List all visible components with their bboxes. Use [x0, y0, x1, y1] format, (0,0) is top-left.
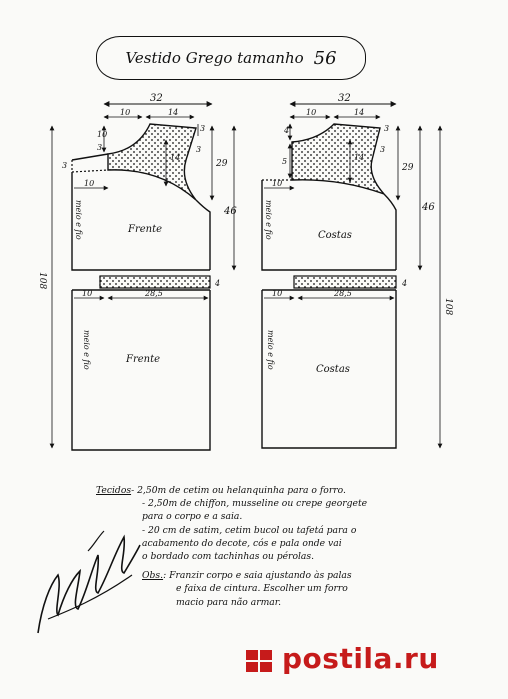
back-seg-10: 10 — [306, 108, 317, 117]
obs-line-2: e faixa de cintura. Escolher um forro — [176, 583, 348, 595]
front-dim-3-left: 3 — [62, 161, 68, 170]
front-dim-4: 4 — [215, 279, 221, 288]
front-pattern — [37, 93, 237, 450]
notes-line-5: acabamento do decote, cós e pala onde vai — [142, 537, 342, 549]
front-dim-14: 14 — [170, 153, 181, 162]
front-fold-top: meio e fio — [74, 200, 83, 240]
back-total-length: 108 — [443, 298, 453, 316]
back-skirt-label: Costas — [316, 364, 350, 375]
back-dim-14: 14 — [354, 153, 365, 162]
notes-line-6: o bordado com tachinhas ou pérolas. — [142, 551, 315, 563]
front-waistband — [100, 276, 210, 288]
back-yoke — [292, 124, 384, 194]
back-dim-4: 4 — [284, 126, 290, 135]
front-skirt-label: Frente — [126, 354, 161, 365]
back-bodice-label: Costas — [318, 230, 352, 241]
obs-line-1: : Franzir corpo e saia ajustando às palas — [163, 570, 352, 582]
front-dim-3a: 3 — [97, 143, 103, 152]
front-dim-3b: 3 — [200, 124, 206, 133]
front-dim-3c: 3 — [196, 145, 202, 154]
front-width-top: 32 — [150, 93, 163, 104]
front-dim-10-skirt: 10 — [82, 289, 93, 298]
front-dim-46: 46 — [224, 206, 237, 217]
front-bodice-label: Frente — [128, 224, 163, 235]
back-dim-3a: 3 — [384, 124, 390, 133]
front-seg-14: 14 — [168, 108, 179, 117]
back-dim-10-skirt: 10 — [272, 289, 283, 298]
front-yoke — [108, 124, 196, 200]
notes-line-4: - 20 cm de satim, cetim bucol ou tafetá para o — [142, 524, 357, 536]
back-fold-top: meio e fio — [264, 200, 273, 240]
back-seg-14: 14 — [354, 108, 365, 117]
front-seg-10: 10 — [120, 108, 131, 117]
notes-line-2: - 2,50m de chiffon, musseline ou crepe georgete — [142, 498, 368, 510]
tecidos-label: Tecidos — [96, 485, 132, 496]
front-dim-10-bodice: 10 — [84, 179, 95, 188]
front-dim-28-5: 28,5 — [145, 289, 163, 298]
back-dim-5: 5 — [282, 157, 288, 166]
back-fold-skirt: meio e fio — [266, 330, 275, 370]
notes-line-1: - 2,50m de cetim ou helanquinha para o forro. — [131, 485, 346, 496]
postila-logo-icon — [244, 646, 274, 676]
back-dim-46: 46 — [422, 202, 435, 213]
back-dim-3b: 3 — [380, 145, 386, 154]
front-total-length: 108 — [37, 272, 47, 290]
obs-line-3: macio para não armar. — [176, 596, 282, 608]
front-skirt-outline — [72, 290, 210, 450]
watermark: postila.ru — [282, 642, 439, 675]
back-dim-10-bodice: 10 — [272, 179, 283, 188]
back-dim-29: 29 — [402, 163, 414, 173]
back-dim-4-band: 4 — [402, 279, 408, 288]
notes-line-3: para o corpo e a saia. — [142, 511, 243, 523]
front-fold-skirt: meio e fio — [82, 330, 91, 370]
front-dim-29: 29 — [216, 159, 228, 169]
title-text: Vestido Grego tamanho — [125, 49, 304, 67]
back-pattern — [262, 93, 453, 448]
title-size: 56 — [313, 47, 337, 69]
back-width-top: 32 — [338, 93, 351, 104]
front-dim-10: 10 — [97, 130, 108, 139]
back-waistband — [294, 276, 396, 288]
back-bodice-outline — [262, 180, 396, 270]
obs-label: Obs. — [142, 570, 164, 582]
back-dim-28-5: 28,5 — [334, 289, 352, 298]
signature — [28, 515, 148, 645]
